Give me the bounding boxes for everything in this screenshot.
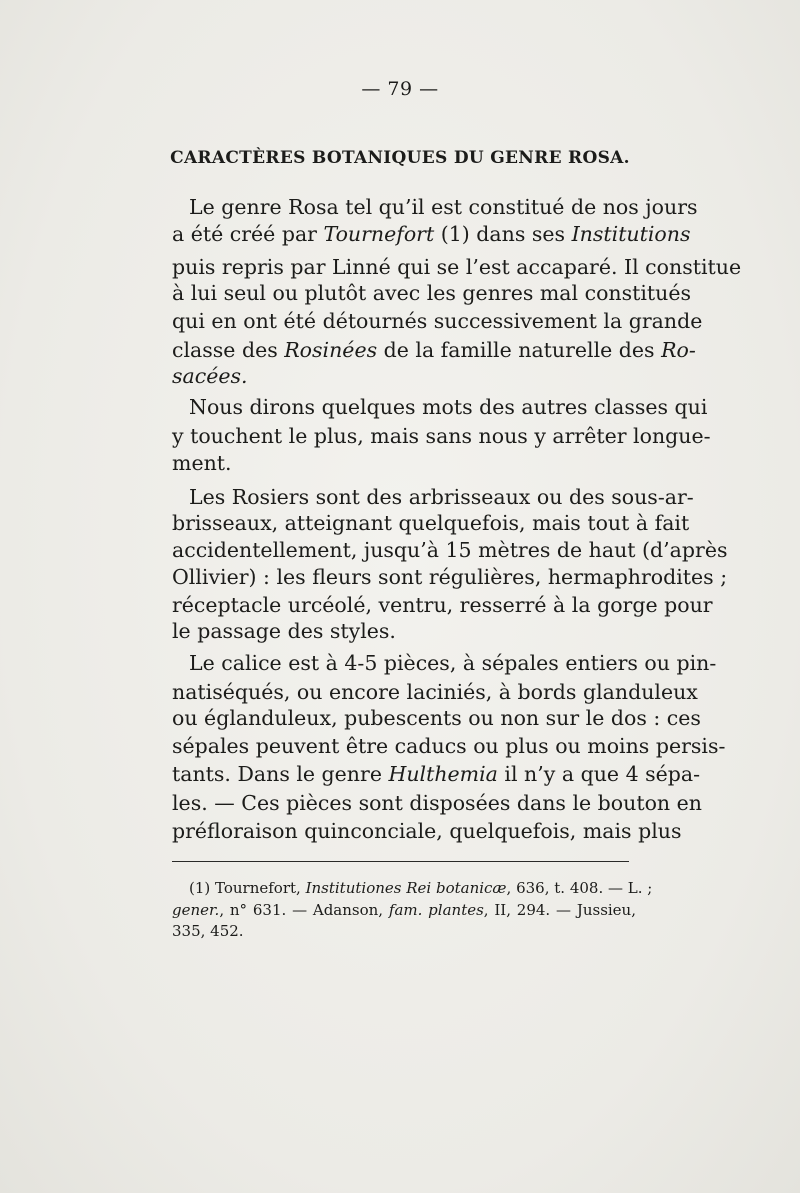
- text-line: le passage des styles.: [172, 619, 396, 643]
- text-line: les. — Ces pièces sont disposées dans le bouton en: [172, 791, 702, 815]
- footnote-line: gener., n° 631. — Adanson, fam. plantes, II, 294. — Jussieu,: [172, 901, 636, 919]
- text-line: ment.: [172, 451, 232, 475]
- text-line: Nous dirons quelques mots des autres classes qui: [189, 395, 708, 419]
- page-number: — 79 —: [361, 78, 439, 100]
- text-line: Les Rosiers sont des arbrisseaux ou des sous-ar-: [189, 485, 694, 509]
- text-line: brisseaux, atteignant quelquefois, mais tout à fait: [172, 511, 690, 535]
- text-line: puis repris par Linné qui se l’est accaparé. Il constitue: [172, 255, 742, 279]
- text-line: préfloraison quinconciale, quelquefois, mais plus: [172, 819, 682, 843]
- footnote-line: 335, 452.: [172, 922, 244, 940]
- text-line: ou églanduleux, pubescents ou non sur le dos : ces: [172, 706, 701, 730]
- footnote-line: (1) Tournefort, Institutiones Rei botanicæ, 636, t. 408. — L. ;: [189, 879, 653, 897]
- class-name: Rosinées: [284, 338, 378, 362]
- text-line: Ollivier) : les fleurs sont régulières, hermaphrodites ;: [172, 565, 728, 589]
- text-line: Le calice est à 4-5 pièces, à sépales entiers ou pin-: [189, 651, 717, 675]
- footnote-divider: [172, 861, 629, 862]
- work-title: Institutions: [571, 222, 691, 246]
- text-line: tants. Dans le genre Hulthemia il n’y a que 4 sépa-: [172, 762, 701, 786]
- text-line: classe des Rosinées de la famille naturelle des Ro-: [172, 338, 696, 362]
- text-line: natiséqués, ou encore laciniés, à bords glanduleux: [172, 680, 698, 704]
- text-line: y touchent le plus, mais sans nous y arrêter longue-: [172, 424, 711, 448]
- text-line: Le genre Rosa tel qu’il est constitué de nos jours: [189, 195, 698, 219]
- family-name-end: sacées.: [172, 364, 248, 388]
- genus-name: Hulthemia: [388, 762, 498, 786]
- text-line: réceptacle urcéolé, ventru, resserré à la gorge pour: [172, 593, 713, 617]
- text-line: qui en ont été détournés successivement la grande: [172, 309, 703, 333]
- text-line: accidentellement, jusqu’à 15 mètres de haut (d’après: [172, 538, 728, 562]
- text-line: [172, 363, 636, 390]
- author-name: Tournefort: [323, 222, 435, 246]
- text-line: sépales peuvent être caducs ou plus ou moins persis-: [172, 734, 726, 758]
- text-line: à lui seul ou plutôt avec les genres mal constitués: [172, 281, 692, 305]
- text-line: a été créé par Tournefort (1) dans ses Institutions: [172, 222, 691, 246]
- family-name: Ro-: [661, 338, 696, 362]
- chapter-title: CARACTÈRES BOTANIQUES DU GENRE ROSA.: [170, 148, 630, 168]
